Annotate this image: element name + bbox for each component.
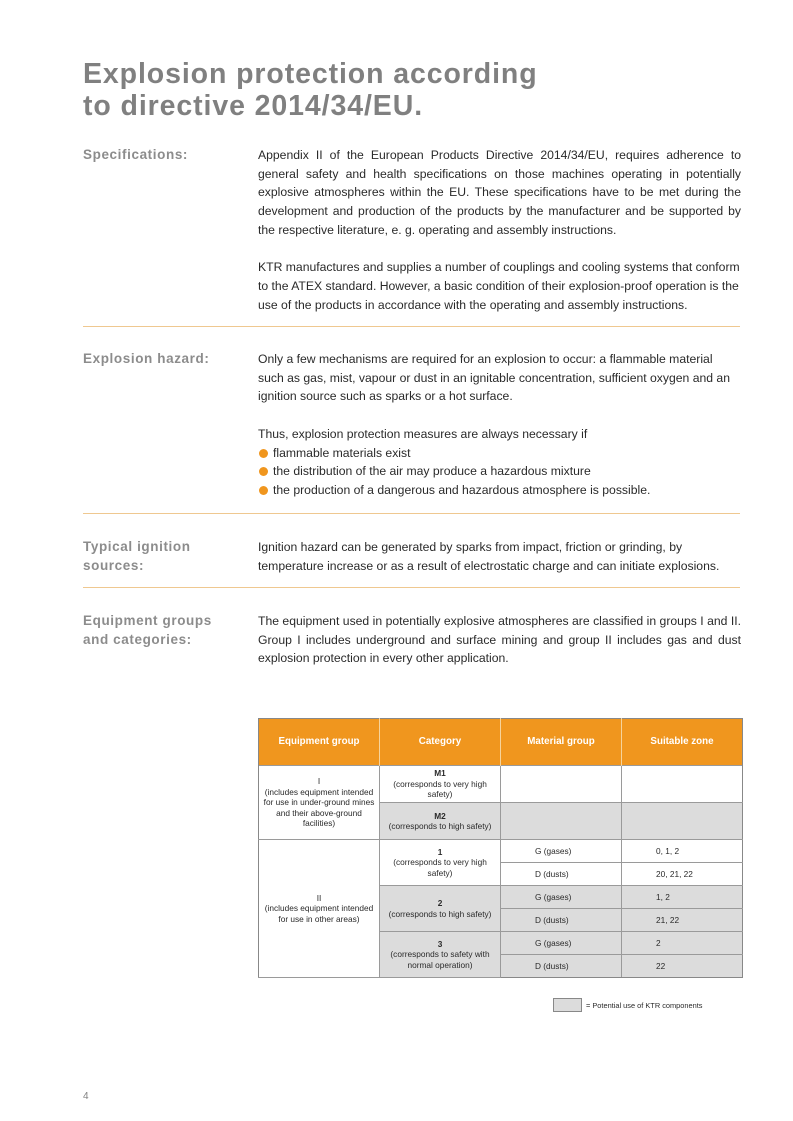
column-header-suitable-zone: Suitable zone (622, 719, 743, 766)
paragraph: KTR manufactures and supplies a number of couplings and cooling systems that conform to the ATEX standard. However, a basic condition of their explosion-proof operation is the use of the products in accordance with the operating and assembly instructions. (258, 260, 740, 312)
category-cell (380, 803, 501, 840)
page-title-line-1: Explosion protection according (83, 58, 538, 90)
column-header-equipment-group: Equipment group (259, 719, 380, 766)
material-cell: D (dusts) (501, 955, 622, 978)
bullet-item (258, 462, 741, 481)
material-cell: D (dusts) (501, 909, 622, 932)
bullet-list (258, 444, 741, 500)
category-cell (380, 766, 501, 803)
page-title (83, 58, 538, 122)
category-code: 1 (437, 846, 443, 857)
bullet-item (258, 481, 741, 500)
zone-cell: 1, 2 (622, 886, 743, 909)
category-description: (corresponds to high safety) (388, 821, 492, 831)
zone-cell: 21, 22 (622, 909, 743, 932)
page-number: 4 (83, 1091, 89, 1102)
material-cell (501, 803, 622, 840)
material-cell: G (gases) (501, 932, 622, 955)
section-body (258, 350, 741, 500)
category-description: (corresponds to very high safety) (393, 778, 487, 800)
section-label (83, 538, 253, 575)
zone-cell (622, 766, 743, 803)
paragraph: Appendix II of the European Products Directive 2014/34/EU, requires adherence to general safety and health specifications on those machines operating in potentially explosive atmospheres within the EU. These specifications have to be met during the development and production of the products by the manufacturer and be supported by the respective literature, e. g. operating and assembly instructions. (258, 148, 741, 237)
group-name: I (317, 776, 321, 787)
category-description: (corresponds to high safety) (388, 908, 492, 919)
category-code: 3 (437, 938, 443, 949)
paragraph: Ignition hazard can be generated by sparks from impact, friction or grinding, by temperature increase or as a result of electrostatic charge and can initiate explosions. (258, 540, 720, 573)
section-label-line: Equipment groups (83, 613, 212, 628)
material-cell: G (gases) (501, 886, 622, 909)
legend-text: = Potential use of KTR components (586, 1000, 703, 1010)
zone-cell (622, 803, 743, 840)
legend-swatch (553, 998, 582, 1012)
table-row (259, 766, 743, 803)
section-body (258, 538, 741, 575)
table-row (259, 840, 743, 863)
bullet-dot-icon (259, 486, 268, 495)
bullet-dot-icon (259, 467, 268, 476)
section-divider (83, 513, 740, 514)
section-divider (83, 587, 740, 588)
material-cell (501, 766, 622, 803)
equipment-category-table (258, 718, 743, 978)
category-cell (380, 840, 501, 886)
paragraph: Only a few mechanisms are required for an explosion to occur: a flammable material such as gas, mist, vapour or dust in an ignitable concentration, sufficient oxygen and an ignition source such as sparks or a hot surface. (258, 352, 730, 404)
bullet-text: flammable materials exist (273, 445, 411, 460)
category-description: (corresponds to safety with normal operation) (390, 949, 490, 970)
equipment-group-cell (259, 840, 380, 978)
section-body (258, 146, 741, 314)
material-cell: G (gases) (501, 840, 622, 863)
bullet-dot-icon (259, 449, 268, 458)
zone-cell: 20, 21, 22 (622, 863, 743, 886)
bullet-text: the distribution of the air may produce a hazardous mixture (273, 464, 591, 479)
paragraph: The equipment used in potentially explosive atmospheres are classified in groups I and II. Group I includes underground and surface mining and group II includes gas and dust explosion protection in every other application. (258, 614, 741, 666)
bullet-text: the production of a dangerous and hazardous atmosphere is possible. (273, 482, 651, 497)
bullet-intro: Thus, explosion protection measures are always necessary if (258, 426, 588, 441)
material-cell: D (dusts) (501, 863, 622, 886)
table-header-row (259, 719, 743, 766)
category-code: M2 (434, 810, 446, 821)
page-title-line-2: to directive 2014/34/EU. (83, 90, 424, 122)
section-body (258, 612, 741, 668)
section-label (83, 612, 253, 649)
column-header-material-group: Material group (501, 719, 622, 766)
section-label-line: Typical ignition (83, 539, 191, 554)
section-divider (83, 326, 740, 327)
zone-cell: 2 (622, 932, 743, 955)
table-legend (553, 998, 702, 1012)
bullet-item (258, 444, 741, 463)
group-description: (includes equipment intended for use in under-ground mines and their above-ground facilities) (263, 786, 375, 829)
equipment-group-cell (259, 766, 380, 840)
category-description: (corresponds to very high safety) (393, 857, 487, 878)
section-label-line: sources: (83, 557, 145, 573)
category-cell (380, 932, 501, 978)
category-code: 2 (437, 898, 443, 908)
section-label-line: and categories: (83, 631, 192, 647)
zone-cell: 0, 1, 2 (622, 840, 743, 863)
category-cell (380, 886, 501, 932)
category-code: M1 (434, 768, 446, 779)
section-label: Specifications: (83, 147, 189, 162)
group-name: II (316, 892, 322, 903)
section-label: Explosion hazard: (83, 351, 210, 366)
group-description: (includes equipment intended for use in other areas) (264, 903, 374, 924)
column-header-category: Category (380, 719, 501, 766)
zone-cell: 22 (622, 955, 743, 978)
